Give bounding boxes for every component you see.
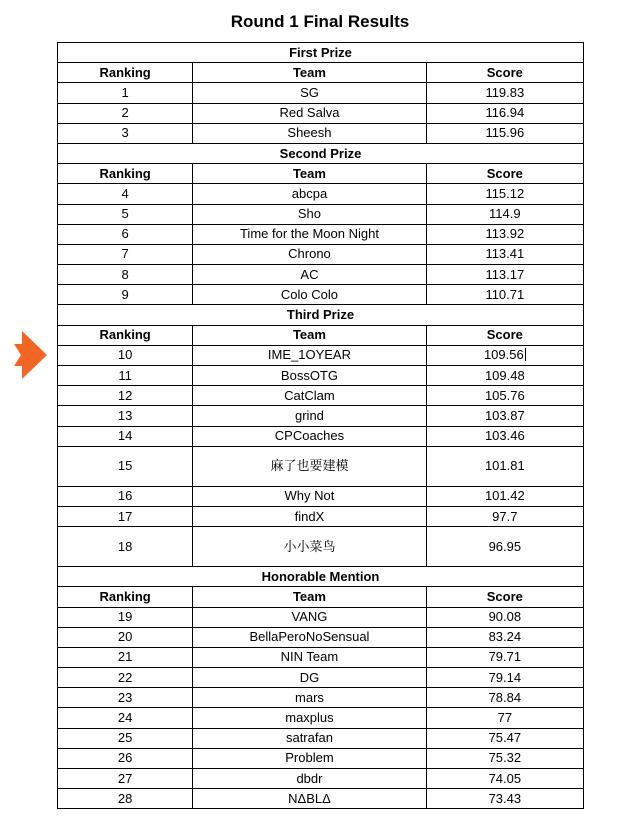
team-cell <box>193 728 426 748</box>
score-cell-text: 96.95 <box>488 538 522 554</box>
ranking-cell <box>58 647 193 667</box>
team-cell <box>193 265 426 285</box>
ranking-cell <box>58 123 193 143</box>
team-cell <box>193 769 426 789</box>
team-cell <box>193 527 426 567</box>
team-cell <box>193 103 426 123</box>
section-title: Honorable Mention <box>58 567 584 587</box>
score-cell-text: 115.12 <box>485 185 525 201</box>
team-cell <box>193 708 426 728</box>
ranking-cell-text: 19 <box>117 609 133 625</box>
score-header: Score <box>426 164 583 184</box>
ranking-cell <box>58 366 193 386</box>
ranking-cell-text: 2 <box>121 105 129 121</box>
section-header-row <box>58 567 584 587</box>
team-header: Team <box>193 164 426 184</box>
score-cell-text: 78.84 <box>488 689 522 705</box>
team-cell-text: abcpa <box>291 185 328 201</box>
ranking-cell-text: 10 <box>117 347 133 363</box>
team-cell-text: CatClam <box>284 387 335 403</box>
orange-arrow-icon <box>14 331 47 379</box>
ranking-cell-text: 17 <box>117 508 133 524</box>
ranking-cell <box>58 204 193 224</box>
ranking-cell-text: 13 <box>117 407 133 423</box>
team-cell-text: mars <box>295 689 324 705</box>
ranking-cell-text: 8 <box>121 266 129 282</box>
score-cell <box>426 708 583 728</box>
score-cell-text: 109.56 <box>483 347 524 363</box>
table-row <box>58 748 584 768</box>
team-cell <box>193 668 426 688</box>
page-title: Round 1 Final Results <box>230 12 410 31</box>
team-cell <box>193 607 426 627</box>
table-row <box>58 688 584 708</box>
ranking-cell-text: 7 <box>121 246 129 262</box>
score-cell <box>426 728 583 748</box>
score-cell <box>426 83 583 103</box>
ranking-cell-text: 11 <box>118 367 132 383</box>
team-cell-text: Sheesh <box>287 125 332 141</box>
team-cell <box>193 647 426 667</box>
section-header-row <box>58 305 584 325</box>
table-row <box>58 345 584 365</box>
team-cell-text: NIN Team <box>280 649 339 665</box>
score-cell-text: 97.7 <box>492 508 518 524</box>
table-row <box>58 668 584 688</box>
column-header-row <box>58 63 584 83</box>
ranking-cell <box>58 184 193 204</box>
score-cell <box>426 446 583 486</box>
ranking-cell <box>58 285 193 305</box>
table-row <box>58 103 584 123</box>
team-cell <box>193 486 426 506</box>
score-cell <box>426 668 583 688</box>
score-cell-text: 103.46 <box>484 428 525 444</box>
ranking-cell <box>58 708 193 728</box>
team-cell-text: Chrono <box>288 246 331 262</box>
score-cell-text: 116.94 <box>485 105 525 121</box>
team-cell <box>193 224 426 244</box>
table-row <box>58 527 584 567</box>
team-header: Team <box>193 587 426 607</box>
score-cell-text: 79.14 <box>488 669 522 685</box>
section-header-row <box>58 143 584 163</box>
ranking-cell-text: 9 <box>121 286 129 302</box>
score-cell <box>426 103 583 123</box>
team-cell <box>193 426 426 446</box>
ranking-cell <box>58 446 193 486</box>
score-cell <box>426 627 583 647</box>
team-cell <box>193 184 426 204</box>
ranking-cell-text: 16 <box>117 488 133 504</box>
team-header: Team <box>193 325 426 345</box>
team-cell-text: Problem <box>285 750 334 766</box>
table-row <box>58 83 584 103</box>
table-row <box>58 446 584 486</box>
score-cell <box>426 345 583 365</box>
team-cell <box>193 789 426 809</box>
ranking-cell-text: 23 <box>117 689 133 705</box>
table-row <box>58 708 584 728</box>
score-cell <box>426 204 583 224</box>
ranking-cell-text: 28 <box>117 790 133 806</box>
table-row <box>58 647 584 667</box>
score-cell <box>426 688 583 708</box>
score-cell-text: 109.48 <box>484 367 525 383</box>
team-cell-text: AC <box>300 266 319 282</box>
results-table <box>57 42 584 809</box>
text-cursor <box>525 348 526 361</box>
score-cell-text: 110.71 <box>485 286 525 302</box>
ranking-cell-text: 21 <box>117 649 133 665</box>
ranking-cell <box>58 265 193 285</box>
score-cell <box>426 265 583 285</box>
team-cell-text: BossOTG <box>280 367 338 383</box>
ranking-cell <box>58 406 193 426</box>
team-cell-text: findX <box>294 508 325 524</box>
ranking-cell <box>58 506 193 526</box>
team-cell <box>193 627 426 647</box>
ranking-cell-text: 27 <box>117 770 133 786</box>
table-row <box>58 406 584 426</box>
team-cell-text: DG <box>299 669 320 685</box>
score-cell <box>426 506 583 526</box>
ranking-cell-text: 18 <box>117 538 133 554</box>
team-cell <box>193 386 426 406</box>
score-cell-text: 101.42 <box>484 488 525 504</box>
team-cell-text: CPCoaches <box>274 428 345 444</box>
team-cell-text: SG <box>300 84 319 100</box>
team-cell-text: IME_1OYEAR <box>267 347 351 363</box>
score-header: Score <box>426 587 583 607</box>
table-row <box>58 204 584 224</box>
score-cell <box>426 769 583 789</box>
table-row <box>58 265 584 285</box>
team-cell-text: 小小菜鸟 <box>283 538 336 554</box>
ranking-cell <box>58 486 193 506</box>
table-row <box>58 386 584 406</box>
score-header: Score <box>426 63 583 83</box>
score-cell <box>426 184 583 204</box>
score-cell-text: 113.41 <box>485 246 525 262</box>
score-cell <box>426 486 583 506</box>
team-cell <box>193 748 426 768</box>
table-row <box>58 224 584 244</box>
team-cell-text: 麻了也要建模 <box>270 458 349 474</box>
team-cell-text: Colo Colo <box>280 286 338 302</box>
score-cell <box>426 386 583 406</box>
team-cell <box>193 285 426 305</box>
score-cell-text: 113.17 <box>485 266 525 282</box>
ranking-header: Ranking <box>58 587 193 607</box>
team-cell-text: VANG <box>291 609 328 625</box>
ranking-cell <box>58 426 193 446</box>
ranking-cell-text: 15 <box>117 458 133 474</box>
ranking-cell <box>58 386 193 406</box>
score-cell-text: 119.83 <box>485 84 525 100</box>
score-cell <box>426 366 583 386</box>
ranking-cell <box>58 345 193 365</box>
table-row <box>58 426 584 446</box>
ranking-cell <box>58 527 193 567</box>
score-cell-text: 115.96 <box>485 125 525 141</box>
ranking-cell <box>58 769 193 789</box>
team-cell-text: maxplus <box>285 710 334 726</box>
ranking-cell-text: 22 <box>117 669 133 685</box>
score-cell <box>426 527 583 567</box>
ranking-cell <box>58 83 193 103</box>
ranking-cell-text: 4 <box>121 185 129 201</box>
ranking-cell-text: 6 <box>121 226 129 242</box>
score-cell-text: 74.05 <box>488 770 522 786</box>
team-cell <box>193 123 426 143</box>
ranking-header: Ranking <box>58 325 193 345</box>
score-cell-text: 101.81 <box>484 458 525 474</box>
section-header-row <box>58 43 584 63</box>
team-cell-text: BellaPeroNoSensual <box>249 629 370 645</box>
ranking-cell <box>58 103 193 123</box>
team-cell <box>193 204 426 224</box>
table-row <box>58 184 584 204</box>
team-cell-text: satrafan <box>285 730 333 746</box>
section-title: First Prize <box>58 43 584 63</box>
team-cell-text: Red Salva <box>279 105 340 121</box>
team-cell <box>193 244 426 264</box>
ranking-cell <box>58 627 193 647</box>
team-cell <box>193 345 426 365</box>
score-cell-text: 113.92 <box>485 226 525 242</box>
ranking-cell-text: 12 <box>117 387 133 403</box>
section-title: Third Prize <box>58 305 584 325</box>
team-cell <box>193 406 426 426</box>
ranking-cell-text: 1 <box>121 84 129 100</box>
score-cell <box>426 406 583 426</box>
team-cell-text: dbdr <box>296 770 323 786</box>
score-header: Score <box>426 325 583 345</box>
ranking-cell-text: 5 <box>121 206 129 222</box>
column-header-row <box>58 587 584 607</box>
score-cell <box>426 244 583 264</box>
column-header-row <box>58 164 584 184</box>
ranking-cell <box>58 607 193 627</box>
score-cell-text: 90.08 <box>488 609 522 625</box>
table-row <box>58 607 584 627</box>
table-row <box>58 789 584 809</box>
score-cell <box>426 647 583 667</box>
team-cell-text: NΔBLΔ <box>288 790 331 806</box>
ranking-cell <box>58 789 193 809</box>
score-cell <box>426 426 583 446</box>
table-row <box>58 728 584 748</box>
table-row <box>58 486 584 506</box>
team-cell-text: grind <box>295 407 324 423</box>
team-cell-text: Why Not <box>284 488 335 504</box>
ranking-cell-text: 25 <box>117 730 133 746</box>
score-cell-text: 105.76 <box>484 387 525 403</box>
score-cell-text: 114.9 <box>489 206 521 222</box>
score-cell <box>426 285 583 305</box>
score-cell-text: 79.71 <box>488 649 522 665</box>
team-cell <box>193 366 426 386</box>
ranking-cell-text: 20 <box>117 629 133 645</box>
ranking-cell <box>58 244 193 264</box>
table-row <box>58 285 584 305</box>
team-header: Team <box>193 63 426 83</box>
score-cell-text: 73.43 <box>488 790 522 806</box>
ranking-cell-text: 14 <box>117 428 133 444</box>
team-cell <box>193 688 426 708</box>
table-row <box>58 506 584 526</box>
score-cell-text: 83.24 <box>488 629 522 645</box>
team-cell-text: Sho <box>297 206 322 222</box>
team-cell-text: Time for the Moon Night <box>239 226 379 242</box>
ranking-header: Ranking <box>58 164 193 184</box>
table-row <box>58 627 584 647</box>
ranking-cell-text: 24 <box>117 710 133 726</box>
score-cell-text: 75.32 <box>488 750 522 766</box>
score-cell <box>426 789 583 809</box>
ranking-cell <box>58 224 193 244</box>
score-cell <box>426 224 583 244</box>
ranking-cell <box>58 668 193 688</box>
team-cell <box>193 506 426 526</box>
column-header-row <box>58 325 584 345</box>
score-cell-text: 77 <box>497 710 513 726</box>
score-cell-text: 103.87 <box>484 407 525 423</box>
table-row <box>58 769 584 789</box>
table-row <box>58 366 584 386</box>
team-cell <box>193 83 426 103</box>
ranking-cell <box>58 688 193 708</box>
ranking-header: Ranking <box>58 63 193 83</box>
score-cell <box>426 607 583 627</box>
table-row <box>58 123 584 143</box>
score-cell <box>426 123 583 143</box>
team-cell <box>193 446 426 486</box>
ranking-cell <box>58 728 193 748</box>
ranking-cell-text: 26 <box>117 750 133 766</box>
score-cell-text: 75.47 <box>488 730 522 746</box>
ranking-cell-text: 3 <box>121 125 129 141</box>
section-title: Second Prize <box>58 143 584 163</box>
score-cell <box>426 748 583 768</box>
ranking-cell <box>58 748 193 768</box>
table-row <box>58 244 584 264</box>
